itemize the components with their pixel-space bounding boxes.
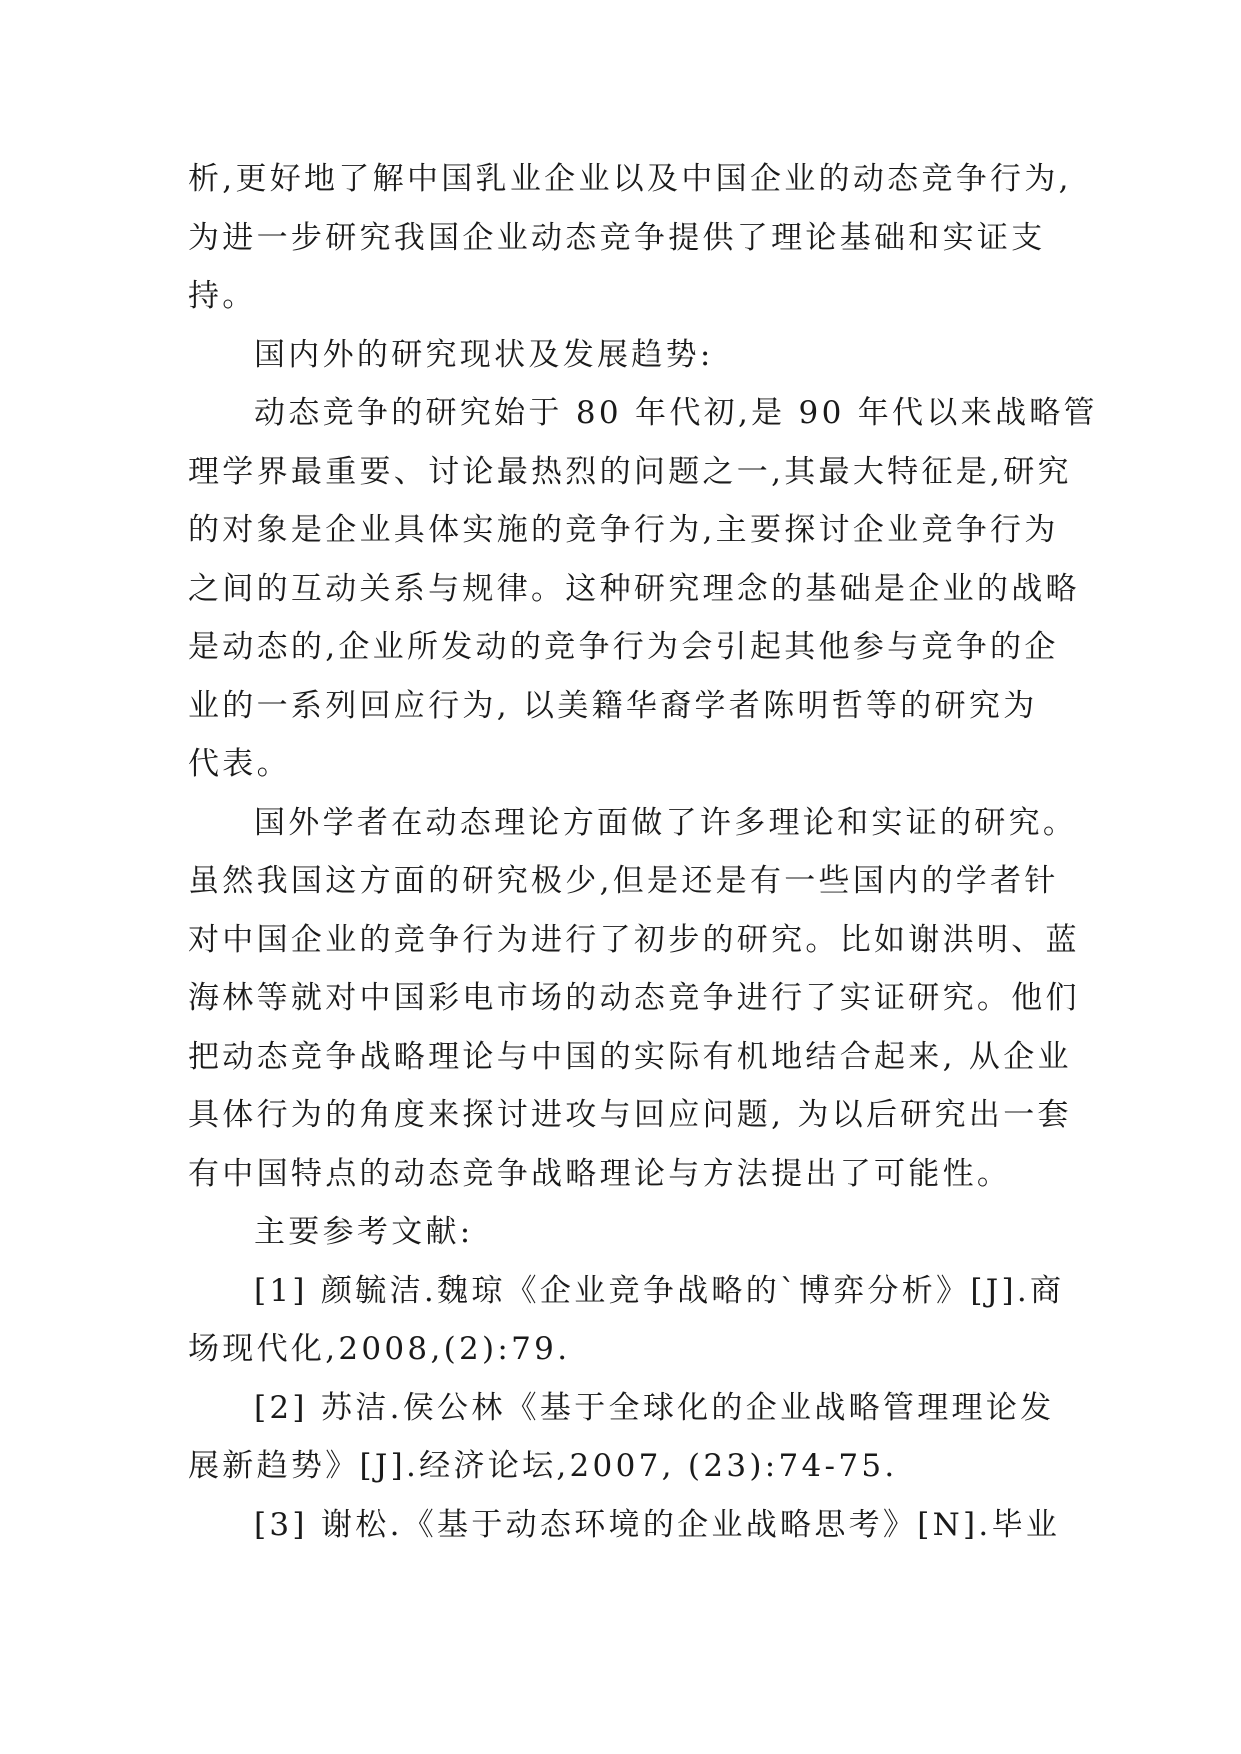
text-line: 海林等就对中国彩电市场的动态竞争进行了实证研究。他们: [188, 980, 1080, 1016]
section-heading-research-status: 国内外的研究现状及发展趋势:: [254, 336, 714, 373]
text-line: 具体行为的角度来探讨进攻与回应问题, 为以后研究出一套: [188, 1097, 1072, 1133]
text-line: 把动态竞争战略理论与中国的实际有机地结合起来, 从企业: [188, 1038, 1072, 1075]
reference-item-continuation: 场现代化,2008,(2):79.: [188, 1331, 571, 1367]
text-line: 业的一系列回应行为, 以美籍华裔学者陈明哲等的研究为: [188, 687, 1038, 724]
text-line: 析,更好地了解中国乳业企业以及中国企业的动态竞争行为,: [188, 161, 1072, 197]
reference-item: [1] 颜毓洁.魏琼《企业竞争战略的`博弈分析》[J].商: [254, 1272, 1065, 1309]
text-line: 之间的互动关系与规律。这种研究理念的基础是企业的战略: [188, 570, 1080, 607]
section-heading-references: 主要参考文献:: [254, 1214, 474, 1250]
reference-item: [2] 苏洁.侯公林《基于全球化的企业战略管理理论发: [254, 1389, 1055, 1426]
body-text: [188, 150, 1188, 1554]
text-line: 为进一步研究我国企业动态竞争提供了理论基础和实证支: [188, 219, 1046, 256]
text-line: 有中国特点的动态竞争战略理论与方法提出了可能性。: [188, 1155, 1012, 1192]
text-line: 动态竞争的研究始于 80 年代初,是 90 年代以来战略管: [254, 395, 1098, 431]
text-line: 持。: [188, 278, 257, 314]
text-line: 的对象是企业具体实施的竞争行为,主要探讨企业竞争行为: [188, 512, 1059, 548]
reference-item-continuation: 展新趋势》[J].经济论坛,2007, (23):74-75.: [188, 1448, 898, 1484]
text-line: 代表。: [188, 746, 291, 782]
text-line: 理学界最重要、讨论最热烈的问题之一,其最大特征是,研究: [188, 453, 1072, 490]
reference-item: [3] 谢松.《基于动态环境的企业战略思考》[N].毕业: [254, 1506, 1061, 1543]
text-line: 虽然我国这方面的研究极少,但是还是有一些国内的学者针: [188, 863, 1059, 899]
text-line: 国外学者在动态理论方面做了许多理论和实证的研究。: [254, 804, 1078, 841]
text-line: 对中国企业的竞争行为进行了初步的研究。比如谢洪明、蓝: [188, 921, 1080, 958]
text-line: 是动态的,企业所发动的竞争行为会引起其他参与竞争的企: [188, 629, 1059, 665]
